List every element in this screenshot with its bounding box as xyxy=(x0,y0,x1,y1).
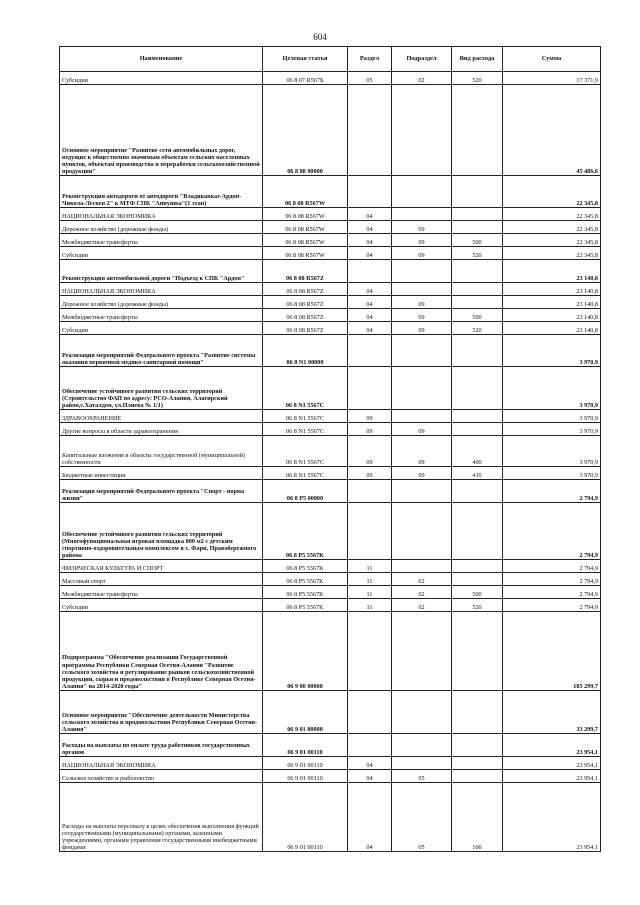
cell-code: 06 8 08 R567W xyxy=(263,234,348,247)
cell-name: Дорожное хозяйство (дорожные фонды) xyxy=(60,296,263,309)
cell-section: 09 xyxy=(348,410,392,423)
cell-section xyxy=(348,480,392,503)
cell-expense-type xyxy=(452,410,503,423)
cell-section: 11 xyxy=(348,560,392,573)
cell-code: 06 9 01 00000 xyxy=(263,691,348,734)
table-row xyxy=(60,586,601,599)
cell-code: 06 8 N1 5567C xyxy=(263,423,348,436)
cell-subsection xyxy=(392,691,452,734)
cell-expense-type xyxy=(452,612,503,691)
cell-sum: 185 299,7 xyxy=(503,612,601,691)
cell-name: Обеспечение устойчивого развития сельских территорий (Строительство ФАП по адресу: РСО-Алания, Алагирский район,с.Хаталдон, ул.Плиева № 1/1) xyxy=(60,367,263,410)
cell-name: НАЦИОНАЛЬНАЯ ЭКОНОМИКА xyxy=(60,208,263,221)
cell-name: Дорожное хозяйство (дорожные фонды) xyxy=(60,221,263,234)
cell-code: 06 8 N1 5567C xyxy=(263,410,348,423)
cell-sum: 2 794,9 xyxy=(503,480,601,503)
cell-section: 04 xyxy=(348,234,392,247)
cell-code: 06 8 08 R567W xyxy=(263,208,348,221)
cell-expense-type xyxy=(452,367,503,410)
cell-expense-type xyxy=(452,480,503,503)
cell-subsection: 09 xyxy=(392,309,452,322)
cell-code: 06 8 P5 5567K xyxy=(263,560,348,573)
cell-sum: 3 970,9 xyxy=(503,367,601,410)
cell-name: Субсидии xyxy=(60,322,263,335)
cell-expense-type: 500 xyxy=(452,234,503,247)
cell-section: 05 xyxy=(348,72,392,85)
cell-name: Основное мероприятие "Развитие сети автомобильных дорог, ведущих к общественно значимым объектам сельских населенных пунктов, объектам производства и переработки сельскохозяйственной продукции" xyxy=(60,85,263,176)
cell-sum: 3 970,9 xyxy=(503,410,601,423)
cell-section: 09 xyxy=(348,423,392,436)
cell-code: 06 9 01 00110 xyxy=(263,757,348,770)
cell-section: 04 xyxy=(348,770,392,783)
cell-expense-type xyxy=(452,560,503,573)
table-row xyxy=(60,410,601,423)
cell-section xyxy=(348,176,392,208)
cell-sum: 2 794,9 xyxy=(503,560,601,573)
table-row xyxy=(60,309,601,322)
table-row xyxy=(60,72,601,85)
cell-sum: 22 345,8 xyxy=(503,234,601,247)
cell-name: Сельское хозяйство и рыболовство xyxy=(60,770,263,783)
cell-name: Бюджетные инвестиции xyxy=(60,467,263,480)
table-row xyxy=(60,612,601,691)
cell-code: 06 8 N1 5567C xyxy=(263,436,348,467)
cell-sum: 22 345,8 xyxy=(503,221,601,234)
page-number: 604 xyxy=(313,32,327,42)
cell-code: 06 8 N1 5567C xyxy=(263,467,348,480)
cell-expense-type xyxy=(452,283,503,296)
cell-subsection xyxy=(392,612,452,691)
table-row xyxy=(60,85,601,176)
table-row xyxy=(60,260,601,283)
cell-name: Реконструкция автодороги от автодороги "Владикавказ-Ардон-Чикола-Лескен 2" к МТФ СПК "Аннушка"(1 этап) xyxy=(60,176,263,208)
table-row xyxy=(60,322,601,335)
cell-section xyxy=(348,335,392,367)
cell-sum: 23 954,1 xyxy=(503,757,601,770)
cell-sum: 2 794,9 xyxy=(503,599,601,612)
cell-subsection: 09 xyxy=(392,322,452,335)
cell-expense-type xyxy=(452,85,503,176)
cell-subsection: 09 xyxy=(392,467,452,480)
cell-code: 06 8 08 R567Z xyxy=(263,322,348,335)
cell-name: Межбюджетные трансферты xyxy=(60,586,263,599)
cell-code: 06 8 P5 5567K xyxy=(263,573,348,586)
cell-name: Реконструкция автомобильной дороги "Подъезд к СПК "Ардон" xyxy=(60,260,263,283)
header-section: Раздел xyxy=(348,47,392,72)
cell-expense-type xyxy=(452,423,503,436)
header-expense-type: Вид расхода xyxy=(452,47,503,72)
cell-name: Обеспечение устойчивого развития сельских территорий (Многофункциональная игровая площадка 800 м2 с детским спортивно-оздоровительным комплексом в с. Фарн, Правобережного района xyxy=(60,503,263,560)
cell-code: 06 8 08 R567Z xyxy=(263,296,348,309)
cell-expense-type xyxy=(452,770,503,783)
cell-subsection: 09 xyxy=(392,234,452,247)
table-row xyxy=(60,560,601,573)
cell-subsection: 02 xyxy=(392,573,452,586)
cell-section: 11 xyxy=(348,599,392,612)
table-row xyxy=(60,734,601,757)
cell-subsection: 02 xyxy=(392,72,452,85)
cell-section xyxy=(348,691,392,734)
cell-subsection xyxy=(392,283,452,296)
cell-name: НАЦИОНАЛЬНАЯ ЭКОНОМИКА xyxy=(60,283,263,296)
cell-subsection: 09 xyxy=(392,423,452,436)
cell-sum: 3 970,9 xyxy=(503,423,601,436)
cell-section xyxy=(348,503,392,560)
cell-code: 06 8 08 R567W xyxy=(263,247,348,260)
header-code: Целевая статья xyxy=(263,47,348,72)
cell-expense-type xyxy=(452,757,503,770)
cell-section xyxy=(348,85,392,176)
cell-sum: 17 371,9 xyxy=(503,72,601,85)
header-name: Наименование xyxy=(60,47,263,72)
cell-expense-type xyxy=(452,573,503,586)
cell-name: НАЦИОНАЛЬНАЯ ЭКОНОМИКА xyxy=(60,757,263,770)
cell-subsection xyxy=(392,560,452,573)
cell-code: 06 8 08 00000 xyxy=(263,85,348,176)
cell-expense-type xyxy=(452,260,503,283)
budget-table xyxy=(59,46,601,852)
cell-expense-type: 520 xyxy=(452,72,503,85)
table-row xyxy=(60,283,601,296)
table-row xyxy=(60,234,601,247)
cell-name: Реализация мероприятий Федерального проекта "Спорт - норма жизни" xyxy=(60,480,263,503)
cell-section: 04 xyxy=(348,309,392,322)
cell-section: 04 xyxy=(348,296,392,309)
cell-code: 06 8 07 R567Б xyxy=(263,72,348,85)
cell-code: 06 8 08 R567W xyxy=(263,176,348,208)
table-header-row xyxy=(60,47,601,72)
cell-subsection: 09 xyxy=(392,221,452,234)
cell-section: 04 xyxy=(348,221,392,234)
cell-subsection xyxy=(392,260,452,283)
cell-section: 04 xyxy=(348,247,392,260)
table-row xyxy=(60,573,601,586)
table-row xyxy=(60,480,601,503)
cell-code: 06 8 P5 5567K xyxy=(263,599,348,612)
cell-section: 11 xyxy=(348,573,392,586)
cell-subsection xyxy=(392,367,452,410)
table-row xyxy=(60,770,601,783)
cell-section xyxy=(348,612,392,691)
table-row xyxy=(60,247,601,260)
cell-name: Реализация мероприятий Федерального проекта "Развитие системы оказания первичной медико-санитарной помощи" xyxy=(60,335,263,367)
cell-sum: 3 970,9 xyxy=(503,436,601,467)
cell-name: Массовый спорт xyxy=(60,573,263,586)
cell-section: 09 xyxy=(348,436,392,467)
cell-subsection: 09 xyxy=(392,296,452,309)
cell-subsection xyxy=(392,480,452,503)
cell-code: 06 8 08 R567Z xyxy=(263,283,348,296)
cell-expense-type xyxy=(452,176,503,208)
cell-subsection xyxy=(392,503,452,560)
cell-sum: 23 140,8 xyxy=(503,283,601,296)
cell-sum: 2 794,9 xyxy=(503,503,601,560)
cell-sum: 23 954,1 xyxy=(503,770,601,783)
cell-code: 06 9 01 00110 xyxy=(263,783,348,852)
cell-subsection: 05 xyxy=(392,770,452,783)
cell-code: 06 8 P5 5567K xyxy=(263,586,348,599)
cell-section xyxy=(348,260,392,283)
cell-sum: 45 486,6 xyxy=(503,85,601,176)
table-row xyxy=(60,367,601,410)
cell-section: 11 xyxy=(348,586,392,599)
table-row xyxy=(60,208,601,221)
table-row xyxy=(60,691,601,734)
cell-code: 06 9 00 00000 xyxy=(263,612,348,691)
header-subsection: Подраздел xyxy=(392,47,452,72)
cell-name: Субсидии xyxy=(60,247,263,260)
cell-expense-type xyxy=(452,296,503,309)
cell-expense-type: 520 xyxy=(452,247,503,260)
cell-section: 04 xyxy=(348,757,392,770)
table-row xyxy=(60,757,601,770)
cell-subsection: 02 xyxy=(392,586,452,599)
cell-sum: 2 794,9 xyxy=(503,586,601,599)
cell-section xyxy=(348,734,392,757)
cell-expense-type: 500 xyxy=(452,309,503,322)
table-row xyxy=(60,436,601,467)
cell-subsection xyxy=(392,335,452,367)
cell-subsection xyxy=(392,176,452,208)
cell-name: Другие вопросы в области здравоохранения xyxy=(60,423,263,436)
cell-expense-type xyxy=(452,208,503,221)
table-body xyxy=(60,72,601,852)
cell-section: 04 xyxy=(348,208,392,221)
table-row xyxy=(60,296,601,309)
cell-expense-type xyxy=(452,691,503,734)
cell-subsection xyxy=(392,410,452,423)
table-row xyxy=(60,423,601,436)
table-row xyxy=(60,467,601,480)
cell-code: 06 8 08 R567Z xyxy=(263,260,348,283)
cell-expense-type: 410 xyxy=(452,467,503,480)
cell-section: 04 xyxy=(348,322,392,335)
cell-code: 06 8 08 R567W xyxy=(263,221,348,234)
table-row xyxy=(60,335,601,367)
cell-sum: 23 954,1 xyxy=(503,783,601,852)
cell-sum: 22 345,8 xyxy=(503,176,601,208)
cell-expense-type: 100 xyxy=(452,783,503,852)
cell-section xyxy=(348,367,392,410)
cell-sum: 22 345,8 xyxy=(503,208,601,221)
cell-sum: 23 954,1 xyxy=(503,734,601,757)
cell-code: 06 8 08 R567Z xyxy=(263,309,348,322)
cell-sum: 23 140,8 xyxy=(503,322,601,335)
cell-code: 06 9 01 00110 xyxy=(263,734,348,757)
cell-sum: 2 794,9 xyxy=(503,573,601,586)
cell-name: Субсидии xyxy=(60,599,263,612)
cell-subsection xyxy=(392,734,452,757)
table-row xyxy=(60,503,601,560)
cell-name: ЗДРАВООХРАНЕНИЕ xyxy=(60,410,263,423)
cell-sum: 22 345,8 xyxy=(503,247,601,260)
cell-section: 04 xyxy=(348,283,392,296)
table-row xyxy=(60,599,601,612)
cell-name: Межбюджетные трансферты xyxy=(60,234,263,247)
cell-subsection: 05 xyxy=(392,783,452,852)
cell-expense-type: 520 xyxy=(452,599,503,612)
cell-code: 06 9 01 00110 xyxy=(263,770,348,783)
cell-subsection: 09 xyxy=(392,247,452,260)
cell-expense-type xyxy=(452,503,503,560)
cell-name: Подпрограмма "Обеспечение реализации Государственной программы Республики Северная Осетия-Алания "Развитие сельского хозяйства и регулирование рынков сельскохозяйственной продукции, сырья и продовольствия в Республике Северная Осетия-Алания" на 2014-2020 годы" xyxy=(60,612,263,691)
cell-expense-type xyxy=(452,734,503,757)
header-sum: Сумма xyxy=(503,47,601,72)
cell-expense-type xyxy=(452,221,503,234)
cell-expense-type: 400 xyxy=(452,436,503,467)
cell-subsection xyxy=(392,85,452,176)
cell-subsection: 09 xyxy=(392,436,452,467)
cell-name: ФИЗИЧЕСКАЯ КУЛЬТУРА И СПОРТ xyxy=(60,560,263,573)
table-row xyxy=(60,221,601,234)
cell-code: 06 8 N1 5567C xyxy=(263,367,348,410)
cell-subsection xyxy=(392,208,452,221)
cell-sum: 23 140,8 xyxy=(503,296,601,309)
cell-sum: 33 299,7 xyxy=(503,691,601,734)
cell-name: Капитальные вложения в объекты государственной (муниципальной) собственности xyxy=(60,436,263,467)
cell-sum: 23 140,8 xyxy=(503,260,601,283)
cell-expense-type xyxy=(452,335,503,367)
cell-sum: 23 140,8 xyxy=(503,309,601,322)
table-row xyxy=(60,176,601,208)
cell-expense-type: 500 xyxy=(452,586,503,599)
cell-name: Основное мероприятие "Обеспечение деятельности Министерства сельского хозяйства и продовольствия Республики Северная Осетия-Алания" xyxy=(60,691,263,734)
cell-sum: 3 970,9 xyxy=(503,467,601,480)
cell-sum: 3 970,9 xyxy=(503,335,601,367)
cell-code: 06 8 N1 00000 xyxy=(263,335,348,367)
cell-subsection: 02 xyxy=(392,599,452,612)
cell-section: 09 xyxy=(348,467,392,480)
cell-code: 06 8 P5 00000 xyxy=(263,480,348,503)
cell-code: 06 8 P5 5567K xyxy=(263,503,348,560)
cell-expense-type: 520 xyxy=(452,322,503,335)
cell-name: Межбюджетные трансферты xyxy=(60,309,263,322)
cell-subsection xyxy=(392,757,452,770)
cell-name: Субсидии xyxy=(60,72,263,85)
cell-section: 04 xyxy=(348,783,392,852)
cell-name: Расходы на выплаты персоналу в целях обеспечения выполнения функций государственными (муниципальными) органами, казенными учреждениями, органами управления государственными внебюджетными фондами xyxy=(60,783,263,852)
cell-name: Расходы на выплаты по оплате труда работников государственных органов xyxy=(60,734,263,757)
table-row xyxy=(60,783,601,852)
